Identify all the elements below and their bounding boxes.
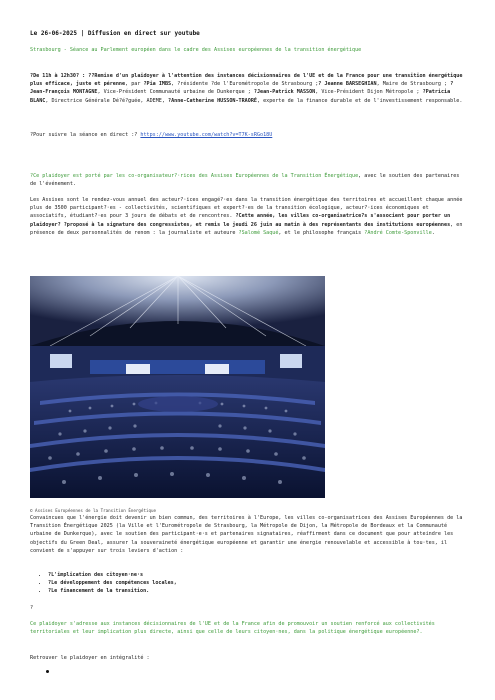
speaker-4-role: , Vice-Président Dijon Métropole ; <box>315 89 423 96</box>
speaker-2-name: ? Jeanne BARSEGHIAN <box>318 81 377 88</box>
organizers-paragraph <box>30 172 466 188</box>
speaker-1-name: ?Pia IMBS <box>143 81 172 88</box>
event-headline: : ??Remise d'un plaidoyer à l'attention des instances décisionnaires de l'UE et de la France pour une transition énergétique plus efficace, juste et pérenne <box>30 73 463 88</box>
levers-list-container <box>30 571 466 596</box>
youtube-link[interactable]: https://www.youtube.com/watch?v=T7K-sRGo18U <box>140 132 273 138</box>
speaker-5-name: ?Patricia BLANC <box>30 89 451 104</box>
closing-paragraph: Ce plaidoyer s'adresse aux instances décisionnaires de l'UE et de la France afin de promouvoir un soutien renforcé aux collectivités territoriales et leur implication plus directe, ainsi que celle de leurs citoyen·nes, dans la politique énergétique européenne?. <box>30 621 435 636</box>
intro-heading: Strasbourg - Séance au Parlement européen dans le cadre des Assises européennes de la transition énergétique <box>30 47 362 53</box>
speaker-4-name: ?Jean-Patrick MASSON <box>253 89 316 96</box>
parliament-hemicycle-photo <box>30 276 325 498</box>
body-paragraph: Convaincues que l'énergie doit devenir un bien commun, des territoires à l'Europe, les villes co-organisatrices des Assises Européennes de la Transition Énergétique 2025 (la Ville et l'Eurométropole de Strasbourg, la Métropole de Dijon, la Métropole de Bordeaux et la Communauté urbaine de Dunkerque), avec le soutien des participant·e·s et partenaires signataires, réaffirment dans ce document que pour atteindre les objectifs du Green Deal, assurer la souveraineté énergétique européenne et garantir une énergie renouvelable et accessible à tou·tes, il convient de s'appuyer sur trois leviers d'action : <box>30 515 463 554</box>
speaker-3-name: ?Jean-François MONTAGNE <box>30 81 454 96</box>
event-time: ?De 11h à 12h30? <box>30 73 80 79</box>
speaker-2-role: , Maire de Strasbourg ; <box>376 81 451 88</box>
assises-paragraph <box>30 196 466 237</box>
page-title: Diffusion en direct sur youtube <box>87 30 200 37</box>
assises-text-4: . <box>431 229 435 236</box>
lone-question-mark: ? <box>30 605 34 611</box>
live-label: ?Pour suivre la séance en direct :? <box>30 132 141 138</box>
assises-highlight: ?Cette année, les villes co-organisatrice?s s'associent pour porter un plaidoyer? ?proposé à la signature des congressistes, et remis le jeudi 26 juin au matin à des représentants des institutions européennes <box>30 213 451 228</box>
person-andre-comte-sponville: ?André Comte-Sponville <box>364 229 432 236</box>
levers-list <box>30 571 466 596</box>
speaker-6-name: ?Anne-Catherine HUSSON-TRAORÉ <box>168 97 257 104</box>
speaker-5-role: , Directrice Générale Dé?é?guée, ADEME, <box>45 97 169 104</box>
speaker-3-role: , Vice-Président Communauté urbaine de Dunkerque ; <box>97 89 254 96</box>
date-separator: | <box>76 30 88 37</box>
date: Le 26-06-2025 <box>30 30 77 37</box>
list-bullet <box>46 670 49 673</box>
assises-text-1: Les Assises sont le rendez-vous annuel des acteur?·ices engagé?·es dans la transition énergétique des territoires et accueillent chaque année plus de 3500 participant?·es - collectivités, scientifiques et expert?·es de la transition écologique, acteur?·ices économiques et associatifs, étudiant?·es pour 3 jours de débats et de rencontres. <box>30 197 463 220</box>
speaker-6-role: , experte de la finance durable et de l'investissement responsable. <box>256 97 463 104</box>
assises-text-3: , et le philosophe français <box>278 229 365 236</box>
organizers-rest: , avec le soutien des partenaires de l'événement. <box>30 173 460 188</box>
list-item: • ?L'implication des citoyen·ne·s <box>48 571 466 579</box>
date-line <box>30 30 466 38</box>
event-par: , par <box>125 81 144 88</box>
retrouver-line: Retrouver le plaidoyer en intégralité : <box>30 655 150 661</box>
assises-text-2: , en présence de deux personnalités de renom : la journaliste et auteure <box>30 221 463 236</box>
event-paragraph <box>30 72 466 105</box>
speaker-1-role: , ?résidente ?de l'Eurométropole de Strasbourg ; <box>171 81 319 88</box>
list-item: • ?Le développement des compétences locales, <box>48 579 466 587</box>
organizers-lead: ?Ce plaidoyer est porté par les co-organisateur?·rices des Assises Européennes de la Transition Énergétique <box>30 173 359 179</box>
list-item: • ?Le financement de la transition. <box>48 587 466 595</box>
live-line <box>30 131 466 139</box>
photo-credit: © Assises Européennes de la Transition Énergétique <box>30 508 157 513</box>
person-salome-saque: ?Salomé Saqué <box>238 229 279 236</box>
